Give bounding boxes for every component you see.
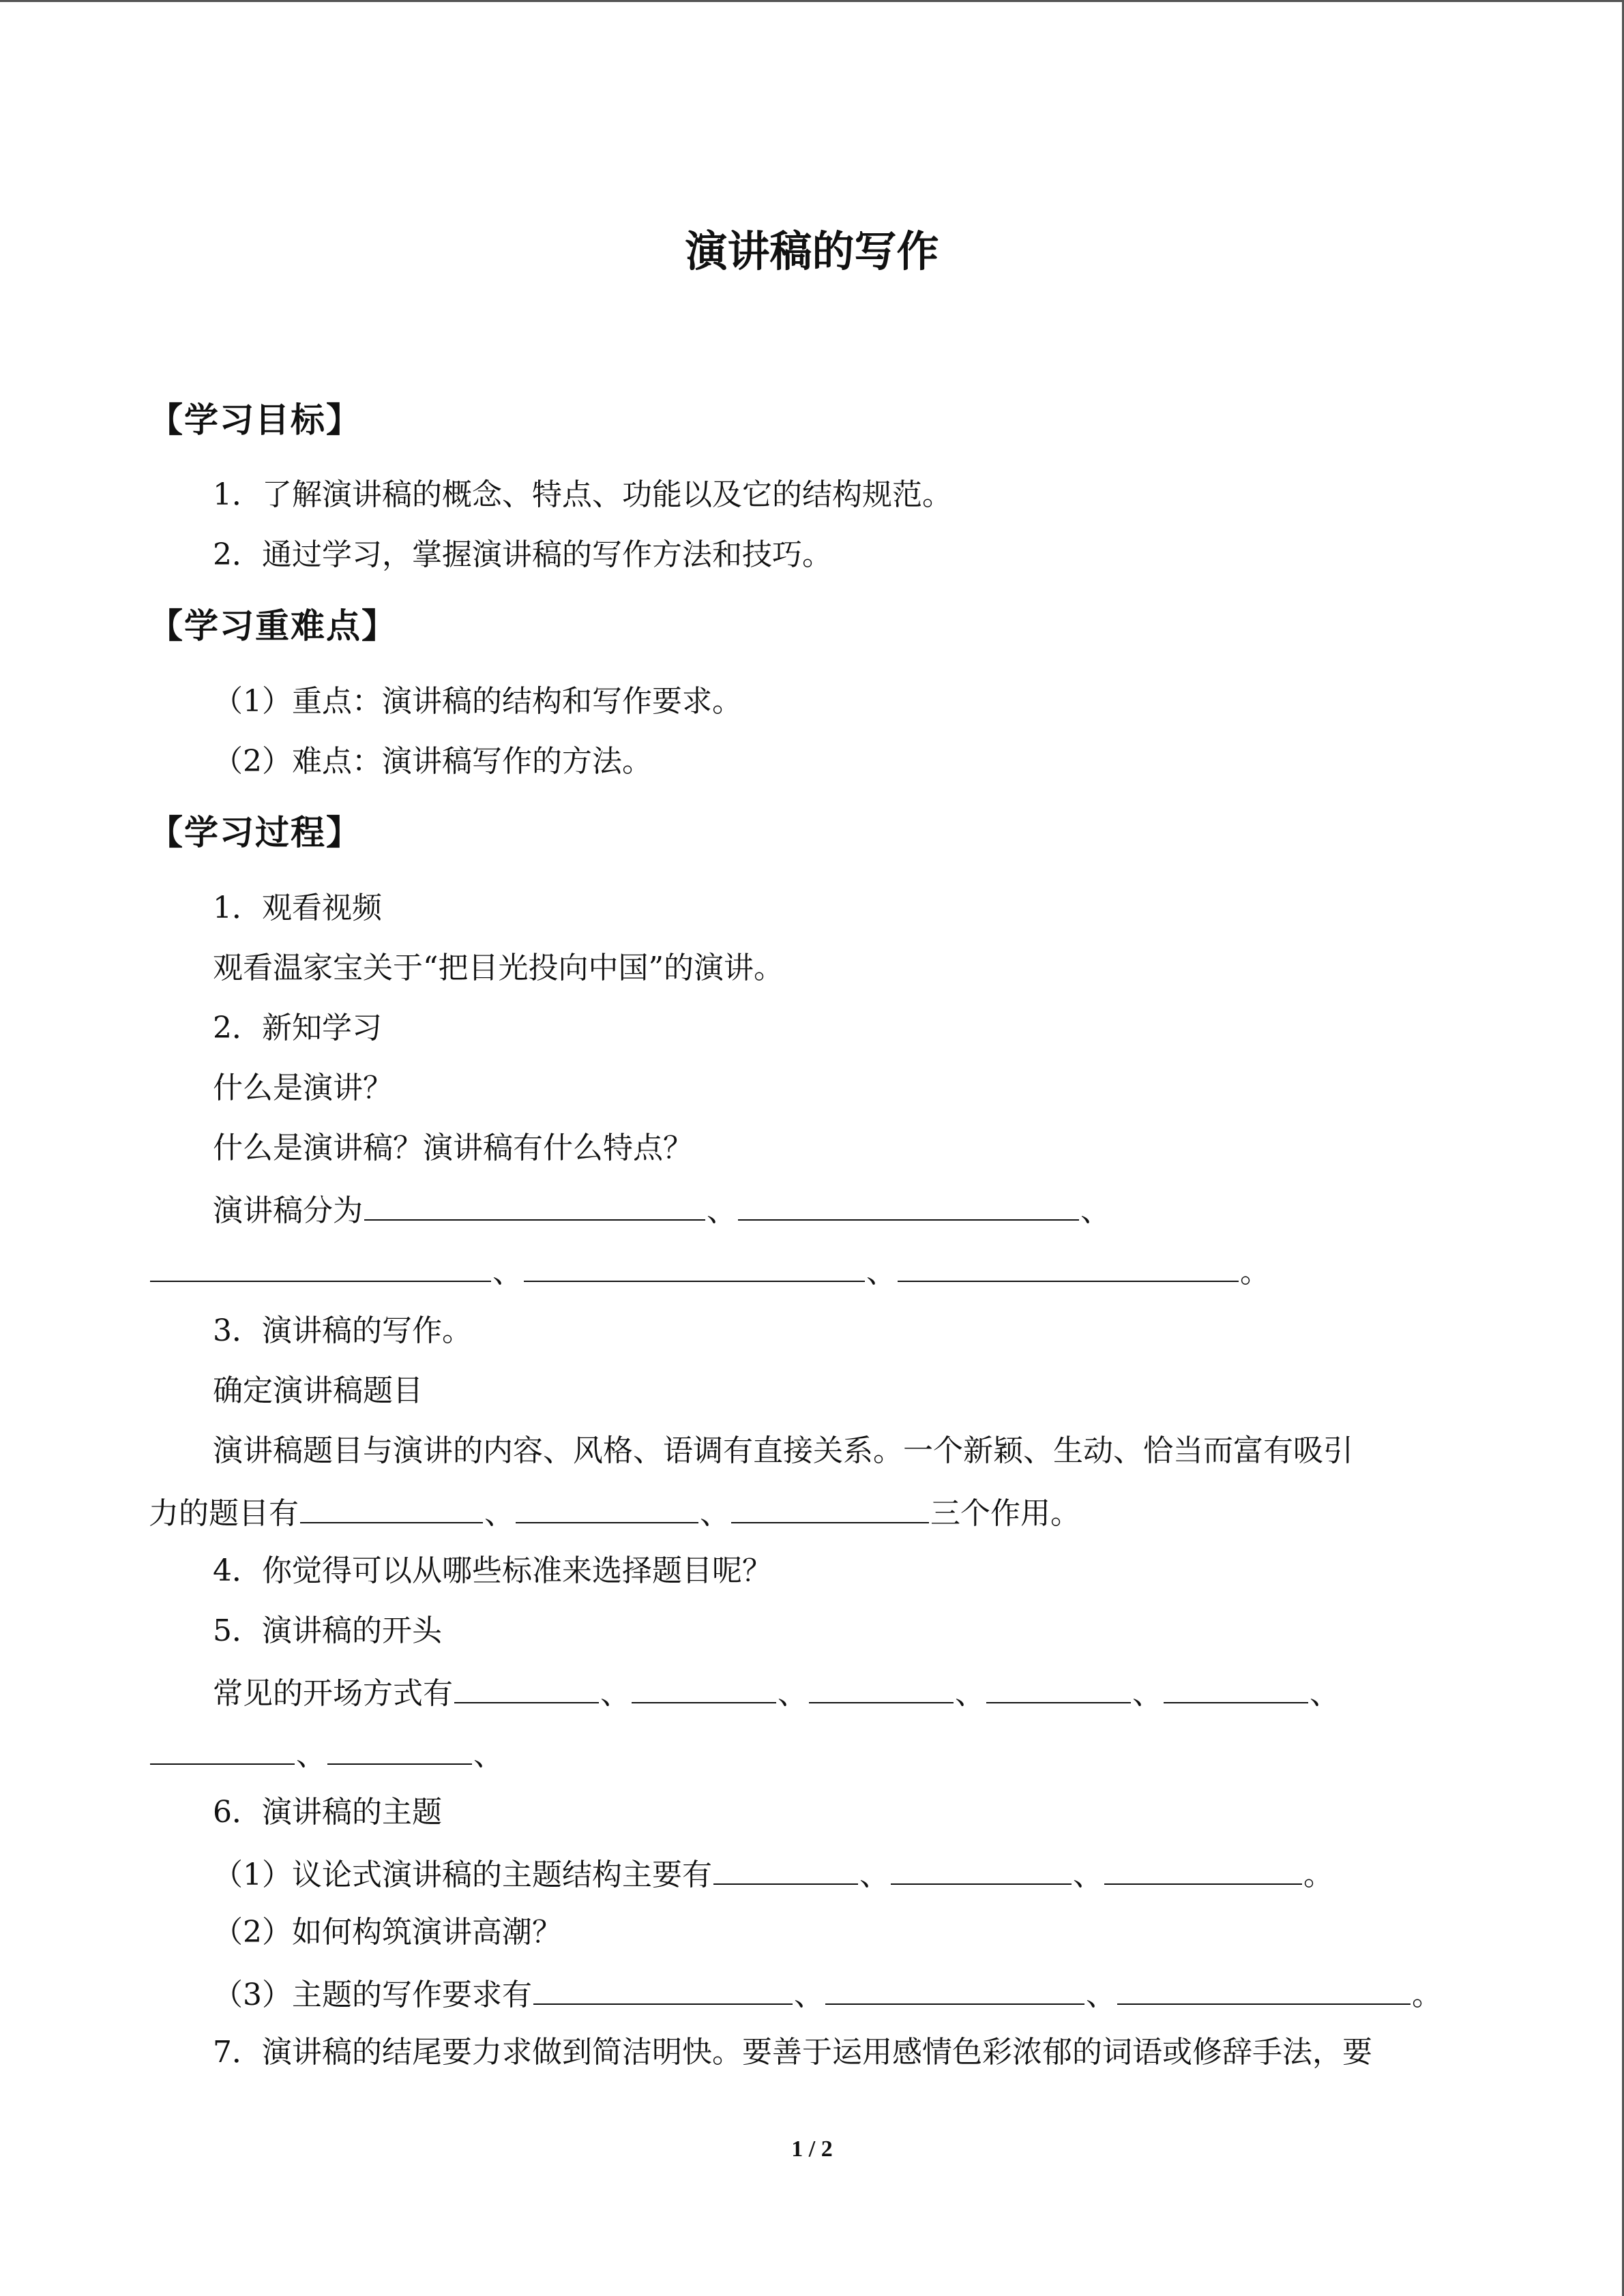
fill-blank[interactable]: [986, 1673, 1131, 1703]
heading-key-points: 【学习重难点】: [149, 606, 397, 646]
fill-blank[interactable]: [454, 1673, 599, 1703]
process-line-12: 4．你觉得可以从哪些标准来选择题目呢？: [213, 1553, 772, 1588]
key-point-2: （2）难点：演讲稿写作的方法。: [213, 744, 652, 779]
fill-blank[interactable]: [516, 1493, 698, 1523]
fill-blank[interactable]: [150, 1735, 295, 1765]
fill-blank[interactable]: [1117, 1975, 1411, 2005]
page-title: 演讲稿的写作: [685, 226, 939, 276]
fill-blank[interactable]: [731, 1493, 929, 1523]
opening-methods-line-cont: 、 、: [149, 1735, 503, 1774]
fill-blank[interactable]: [1104, 1855, 1302, 1885]
theme-requirements-line: （3）主题的写作要求有 、 、 。: [213, 1975, 1442, 2014]
process-line-8: 3．演讲稿的写作。: [213, 1313, 472, 1348]
key-point-1: （1）重点：演讲稿的结构和写作要求。: [213, 684, 742, 719]
heading-process: 【学习过程】: [149, 813, 361, 852]
process-line-3: 2．新知学习: [213, 1011, 382, 1045]
fill-blank[interactable]: [632, 1673, 776, 1703]
objective-2: 2．通过学习，掌握演讲稿的写作方法和技巧。: [213, 537, 832, 572]
objective-1: 1．了解演讲稿的概念、特点、功能以及它的结构规范。: [213, 477, 952, 512]
fill-blank[interactable]: [327, 1735, 472, 1765]
process-line-1: 1．观看视频: [213, 891, 382, 925]
fill-blank[interactable]: [738, 1191, 1079, 1221]
theme-structure-line: （1）议论式演讲稿的主题结构主要有 、 、 。: [213, 1855, 1333, 1894]
fill-blank[interactable]: [713, 1855, 858, 1885]
page-number: 1 / 2: [791, 2136, 833, 2162]
process-line-4: 什么是演讲？: [213, 1071, 393, 1105]
process-line-2: 观看温家宝关于“把目光投向中国”的演讲。: [213, 951, 784, 985]
process-line-20: 7．演讲稿的结尾要力求做到简洁明快。要善于运用感情色彩浓郁的词语或修辞手法，要: [213, 2035, 1372, 2070]
process-line-9: 确定演讲稿题目: [213, 1373, 423, 1408]
fill-blank[interactable]: [300, 1493, 483, 1523]
fill-blank[interactable]: [891, 1855, 1072, 1885]
fill-blank[interactable]: [809, 1673, 954, 1703]
fill-blank[interactable]: [898, 1252, 1239, 1282]
opening-methods-line: 常见的开场方式有 、 、 、 、 、: [213, 1673, 1340, 1712]
process-line-5: 什么是演讲稿？演讲稿有什么特点？: [213, 1131, 693, 1165]
process-line-10: 演讲稿题目与演讲的内容、风格、语调有直接关系。一个新颖、生动、恰当而富有吸引: [213, 1433, 1353, 1468]
process-line-13: 5．演讲稿的开头: [213, 1613, 442, 1648]
speech-types-line: 演讲稿分为 、 、: [213, 1191, 1110, 1229]
fill-blank[interactable]: [150, 1252, 491, 1282]
fill-blank[interactable]: [825, 1975, 1084, 2005]
fill-blank[interactable]: [1164, 1673, 1308, 1703]
title-functions-line: 力的题目有 、 、 三个作用。: [149, 1493, 1080, 1532]
heading-objectives: 【学习目标】: [149, 400, 361, 440]
process-line-16: 6．演讲稿的主题: [213, 1795, 442, 1830]
fill-blank[interactable]: [364, 1191, 705, 1221]
fill-blank[interactable]: [524, 1252, 865, 1282]
fill-blank[interactable]: [533, 1975, 793, 2005]
speech-types-line-cont: 、 、 。: [149, 1252, 1270, 1291]
process-line-18: （2）如何构筑演讲高潮？: [213, 1915, 562, 1950]
